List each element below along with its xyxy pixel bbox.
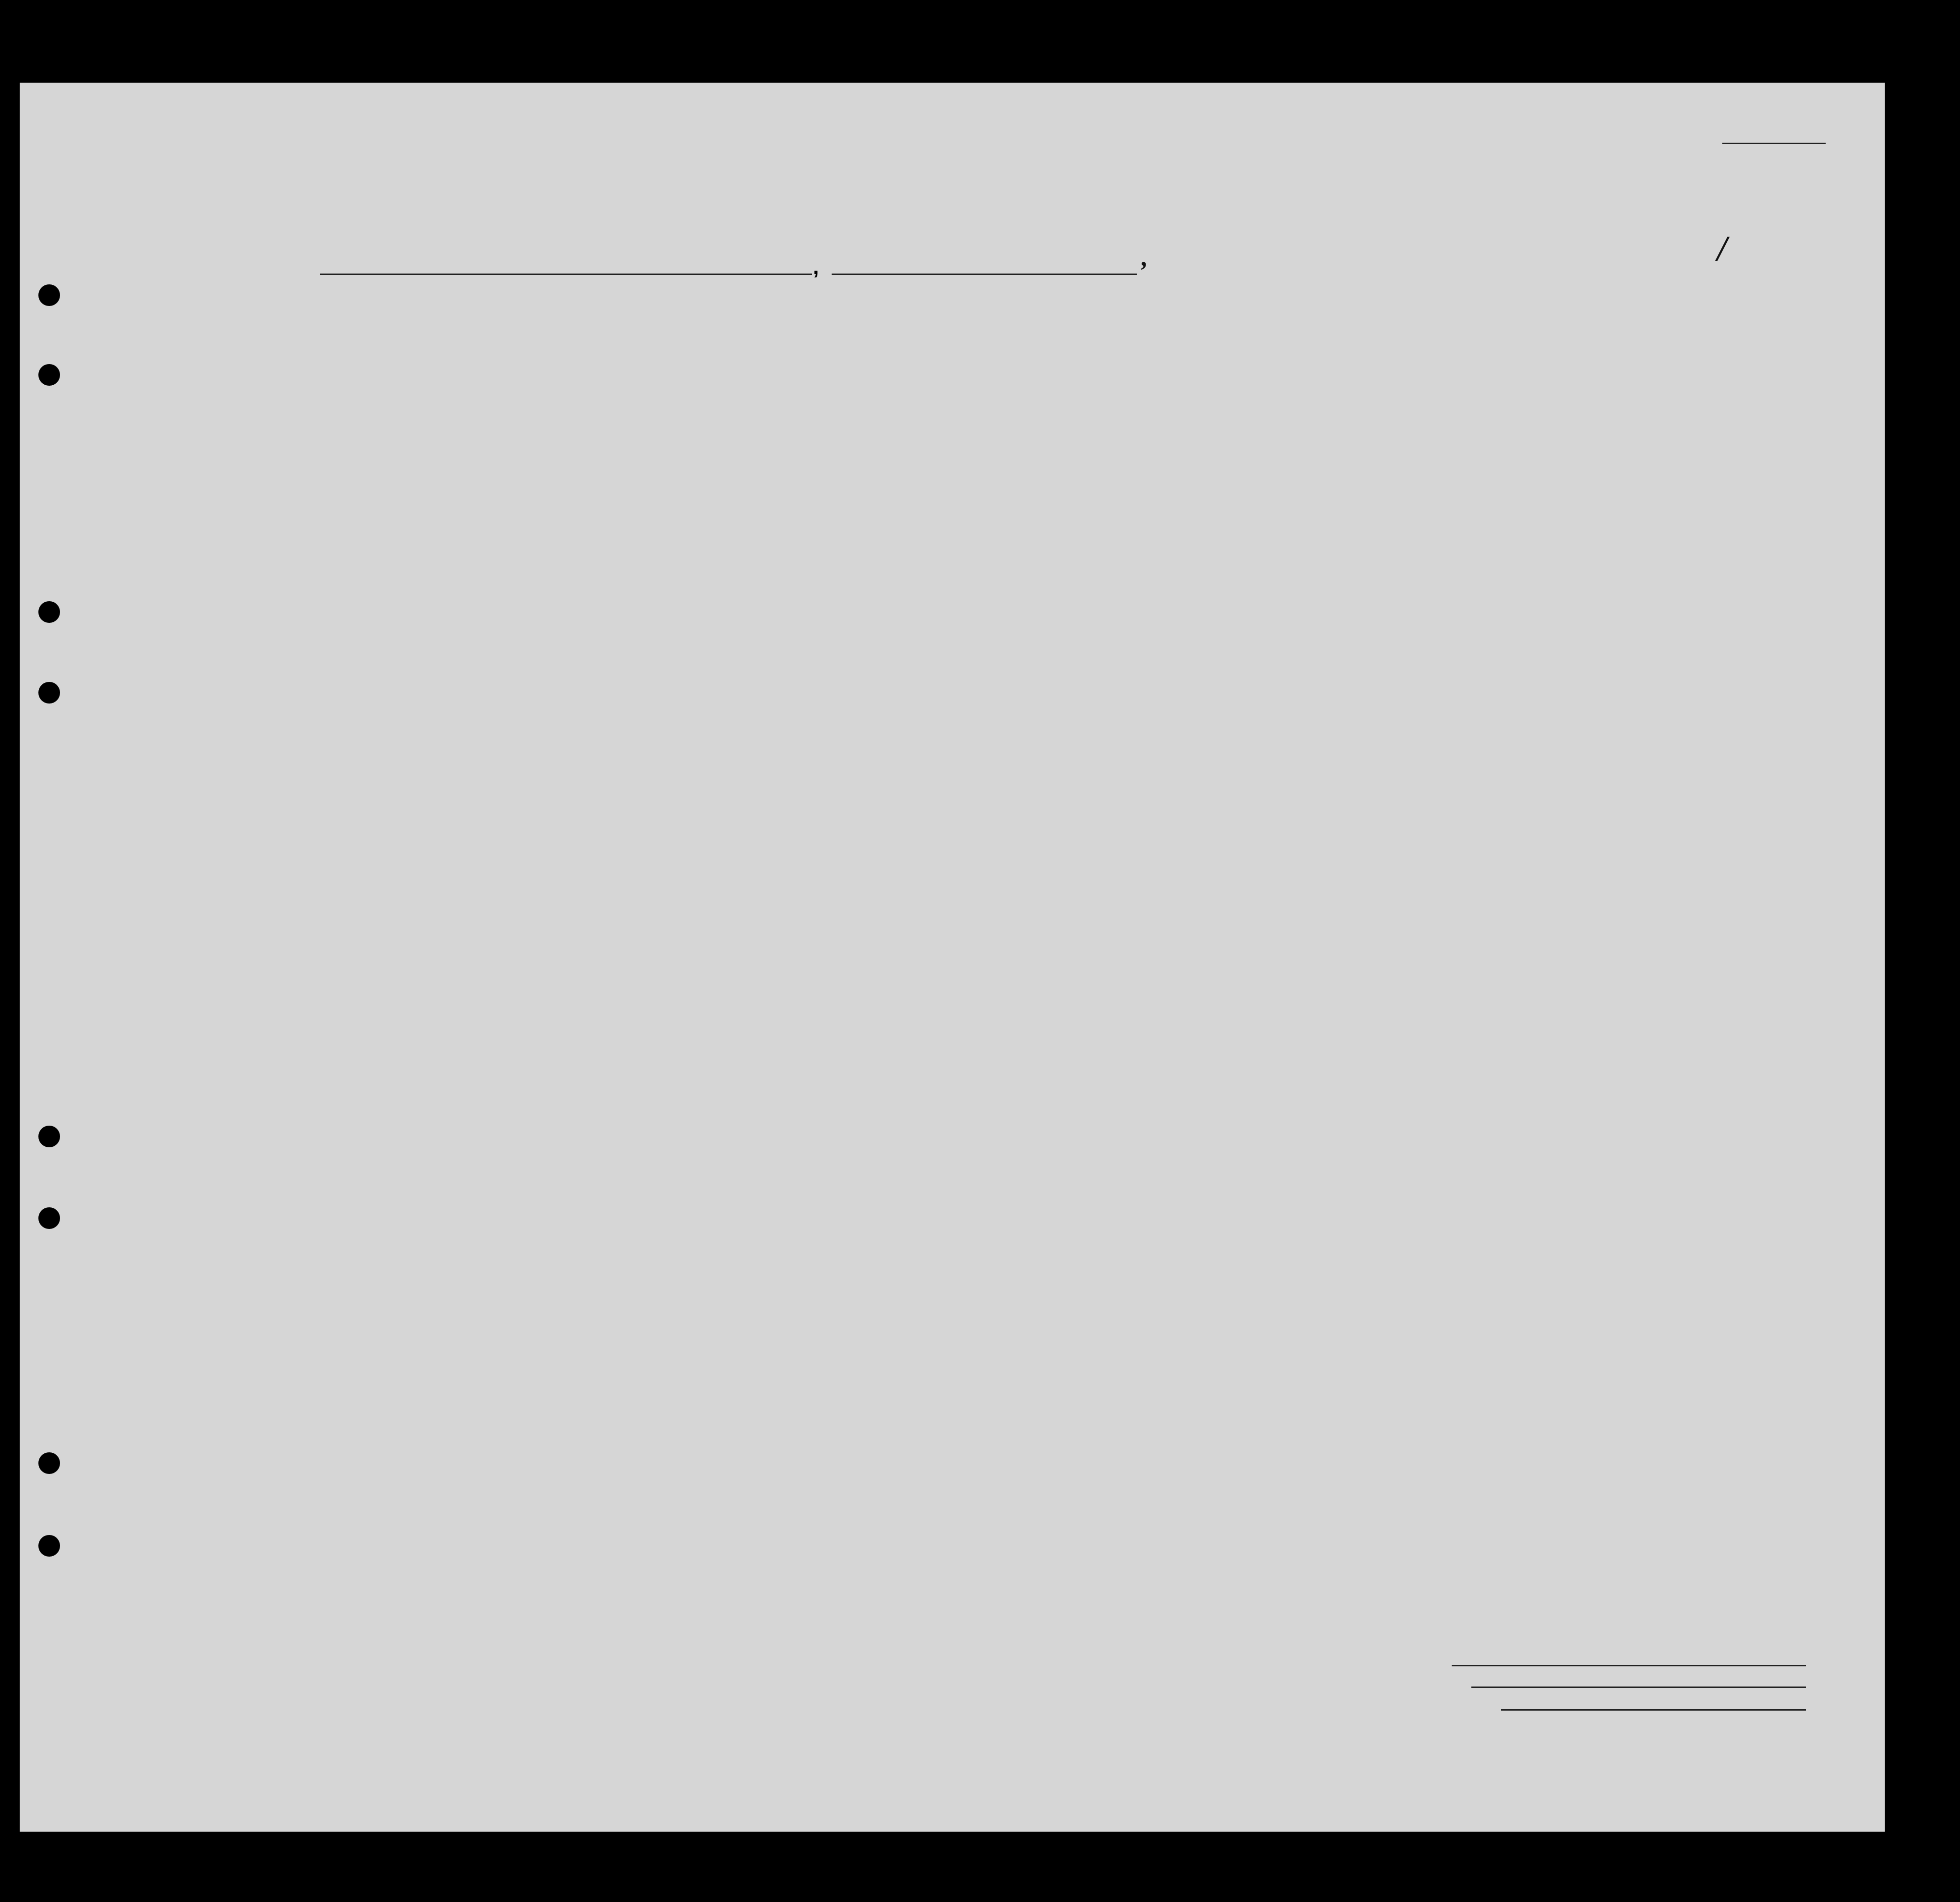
agents-field (1501, 1709, 1806, 1711)
owners-field (1471, 1687, 1806, 1688)
comma: , (813, 255, 819, 279)
year-prefix: , (1142, 244, 1161, 272)
check-mark: / (1717, 231, 1728, 266)
line-field (1452, 1665, 1806, 1666)
